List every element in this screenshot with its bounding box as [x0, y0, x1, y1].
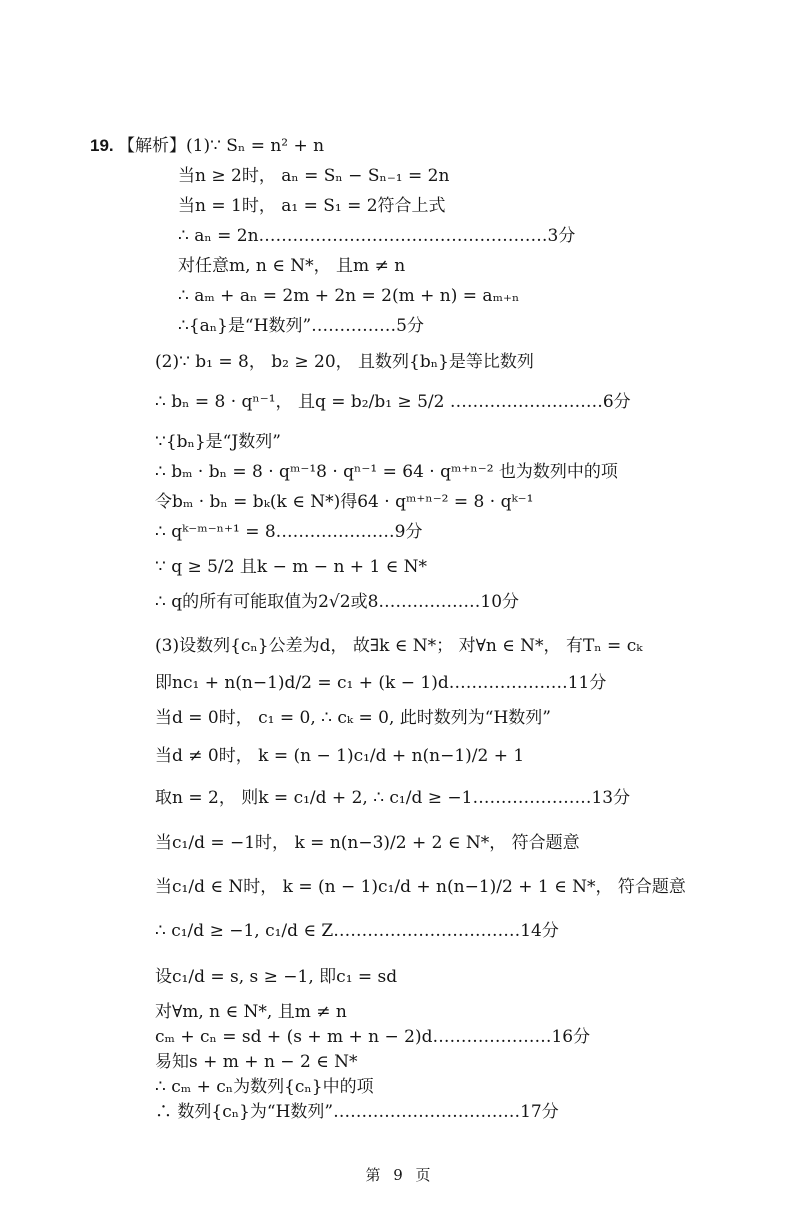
part3-line-2: 即nc₁ + n(n−1)d/2 = c₁ + (k − 1)d…………………11分	[155, 673, 607, 693]
problem-number: 19.	[90, 136, 114, 155]
part2-line-1: (2)∵ b₁ = 8， b₂ ≥ 20， 且数列{bₙ}是等比数列	[155, 352, 534, 372]
part3-line-3: 当d = 0时， c₁ = 0, ∴ cₖ = 0, 此时数列为“H数列”	[155, 708, 551, 728]
part3-line-6: 当c₁/d = −1时， k = n(n−3)/2 + 2 ∈ N*， 符合题意	[155, 833, 580, 853]
page-number: 第 9 页	[365, 1166, 435, 1184]
part3-line-14: ∴ 数列{cₙ}为“H数列”……………………………17分	[155, 1102, 559, 1122]
part2-line-5: 令bₘ · bₙ = bₖ(k ∈ N*)得64 · qᵐ⁺ⁿ⁻² = 8 · qᵏ⁻¹	[155, 492, 534, 512]
part3-line-5: 取n = 2， 则k = c₁/d + 2, ∴ c₁/d ≥ −1…………………13分	[155, 788, 631, 808]
part2-line-4: ∴ bₘ · bₙ = 8 · qᵐ⁻¹8 · qⁿ⁻¹ = 64 · qᵐ⁺ⁿ⁻² 也为数列中的项	[155, 462, 618, 482]
part1-line-2: 当n ≥ 2时， aₙ = Sₙ − Sₙ₋₁ = 2n	[178, 166, 450, 186]
part3-line-12: 易知s + m + n − 2 ∈ N*	[155, 1052, 358, 1072]
part1-line-6: ∴ aₘ + aₙ = 2m + 2n = 2(m + n) = aₘ₊ₙ	[178, 286, 520, 306]
part2-line-7: ∵ q ≥ 5/2 且k − m − n + 1 ∈ N*	[155, 557, 428, 577]
part2-line-3: ∵{bₙ}是“J数列”	[155, 432, 281, 452]
part1-line-7: ∴{aₙ}是“H数列”……………5分	[178, 316, 424, 336]
solution-heading: 【解析】	[118, 136, 186, 156]
part1-line-5: 对任意m, n ∈ N*， 且m ≠ n	[178, 256, 406, 276]
part3-line-4: 当d ≠ 0时， k = (n − 1)c₁/d + n(n−1)/2 + 1	[155, 746, 525, 766]
part3-line-7: 当c₁/d ∈ N时， k = (n − 1)c₁/d + n(n−1)/2 + 1 ∈ N*， 符合题意	[155, 877, 686, 897]
part3-line-1: (3)设数列{cₙ}公差为d， 故∃k ∈ N*； 对∀n ∈ N*， 有Tₙ = cₖ	[155, 636, 643, 656]
part3-line-11: cₘ + cₙ = sd + (s + m + n − 2)d…………………16分	[155, 1027, 591, 1047]
part1-line-3: 当n = 1时， a₁ = S₁ = 2符合上式	[178, 196, 446, 216]
part3-line-10: 对∀m, n ∈ N*, 且m ≠ n	[155, 1002, 347, 1022]
part3-line-9: 设c₁/d = s, s ≥ −1, 即c₁ = sd	[155, 967, 398, 987]
part1-line-4: ∴ aₙ = 2n……………………………………………3分	[178, 226, 576, 246]
part2-line-8: ∴ q的所有可能取值为2√2或8………………10分	[155, 592, 520, 612]
part3-line-13: ∴ cₘ + cₙ为数列{cₙ}中的项	[155, 1077, 374, 1097]
part2-line-2: ∴ bₙ = 8 · qⁿ⁻¹， 且q = b₂/b₁ ≥ 5/2 ………………………6分	[155, 392, 631, 412]
part3-line-8: ∴ c₁/d ≥ −1, c₁/d ∈ Z……………………………14分	[155, 921, 559, 941]
part1-line-1: (1)∵ Sₙ = n² + n	[186, 136, 325, 156]
part2-line-6: ∴ qᵏ⁻ᵐ⁻ⁿ⁺¹ = 8…………………9分	[155, 522, 423, 542]
